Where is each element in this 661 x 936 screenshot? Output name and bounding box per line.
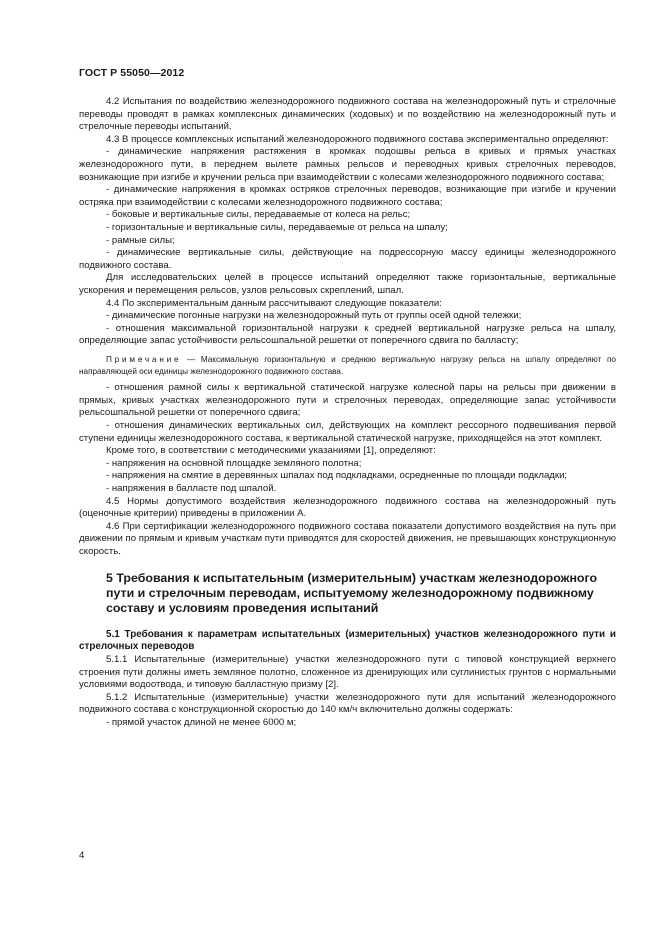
paragraph: 5.1.1 Испытательные (измерительные) участки железнодорожного пути с типовой конструкцией верхнего строения пути должны иметь земляное полотно, сложенное из дренирующих или суглинистых грунтов с нормальными условиями водоотвода, и типовую балластную призму [2]. — [79, 654, 616, 691]
list-item: - боковые и вертикальные силы, передаваемые от колеса на рельс; — [106, 209, 411, 221]
list-item: - напряжения на смятие в деревянных шпалах под подкладками, осредненные по площади подкладки; — [106, 470, 568, 482]
section-heading: 5 Требования к испытательным (измерительным) участкам железнодорожного пути и стрелочным переводам, испытуемому железнодорожному подвижному составу и условиям проведения испытаний — [106, 570, 598, 616]
paragraph: 4.4 По экспериментальным данным рассчитывают следующие показатели: — [106, 297, 442, 309]
list-item: - напряжения в балласте под шпалой. — [106, 483, 277, 495]
list-item: - отношения максимальной горизонтальной нагрузки к средней вертикальной нагрузке рельса на шпалу, определяющие запас устойчивости рельсошпальной решетки от поперечного сдвига по балласту; — [79, 322, 616, 347]
paragraph: 4.3 В процессе комплексных испытаний железнодорожного подвижного состава экспериментально определяют: — [106, 133, 609, 145]
paragraph: Для исследовательских целей в процессе испытаний определяют также горизонтальные, вертикальные ускорения и перемещения рельсов, узлов рельсовых скреплений, шпал. — [79, 272, 616, 296]
paragraph: 4.6 При сертификации железнодорожного подвижного состава показатели допустимого воздействия на путь при движении по прямым и кривым участкам пути приводятся для скоростей движения, не превышающих конструкционную скорость. — [79, 520, 616, 557]
note-label: Примечание — [106, 354, 182, 364]
list-item: - отношения рамной силы к вертикальной статической нагрузке колесной пары на рельсы при движении в прямых, кривых участках железнодорожного пути и стрелочных переводах, определяющие запас устойчивости рельсошпальной решетки от поперечного сдвига; — [79, 382, 616, 419]
list-item: - рамные силы; — [106, 234, 175, 246]
paragraph: 5.1.2 Испытательные (измерительные) участки железнодорожного пути для испытаний железнодорожного подвижного состава с конструкционной скоростью до 140 км/ч включительно должны содержать: — [79, 691, 616, 716]
list-item: - отношения динамических вертикальных сил, действующих на комплект рессорного подвешивания первой ступени единицы железнодорожного состава, к вертикальной статической нагрузке, приходящейся на этот комплект. — [79, 420, 616, 444]
note-text: — Максимальную горизонтальную и среднюю вертикальную нагрузку рельса на шпалу определяют по направляющей оси единицы железнодорожного подвижного состава. — [79, 354, 616, 377]
list-item: - напряжения на основной площадке земляного полотна; — [106, 457, 362, 469]
note — [79, 354, 616, 378]
list-item: - динамические напряжения растяжения в кромках подошвы рельса в кривых и прямых участках железнодорожного пути, в переднем вылете рамных рельсов и переводных кривых стрелочных переводов, возникающие при изгибе и кручении рельса при взаимодействии с колесами железнодорожного подвижного состава; — [79, 146, 616, 183]
list-item: - динамические напряжения в кромках остряков стрелочных переводов, возникающие при изгибе и кручении остряка при взаимодействии с колесами железнодорожного подвижного состава; — [79, 184, 616, 208]
list-item: - прямой участок длиной не менее 6000 м; — [106, 716, 297, 728]
paragraph: Кроме того, в соответствии с методическими указаниями [1], определяют: — [106, 445, 436, 457]
document-header: ГОСТ Р 55050—2012 — [79, 67, 185, 79]
document-body — [79, 96, 616, 730]
subsection-heading: 5.1 Требования к параметрам испытательных (измерительных) участков железнодорожного пути и стрелочных переводов — [79, 628, 616, 653]
list-item: - горизонтальные и вертикальные силы, передаваемые от рельса на шпалу; — [106, 221, 448, 233]
list-item: - динамические вертикальные силы, действующие на подрессорную массу единицы железнодорожного подвижного состава. — [79, 247, 616, 271]
paragraph: 4.5 Нормы допустимого воздействия железнодорожного подвижного состава на железнодорожный путь (оценочные критерии) приведены в приложении А. — [79, 495, 616, 520]
page-number: 4 — [79, 850, 85, 861]
list-item: - динамические погонные нагрузки на железнодорожный путь от группы осей одной тележки; — [106, 310, 522, 322]
paragraph: 4.2 Испытания по воздействию железнодорожного подвижного состава на железнодорожный путь и стрелочные переводы проводят в рамках комплексных динамических (ходовых) и по воздействию на железнодорожный путь и стрелочные переводы испытаний. — [79, 96, 616, 133]
